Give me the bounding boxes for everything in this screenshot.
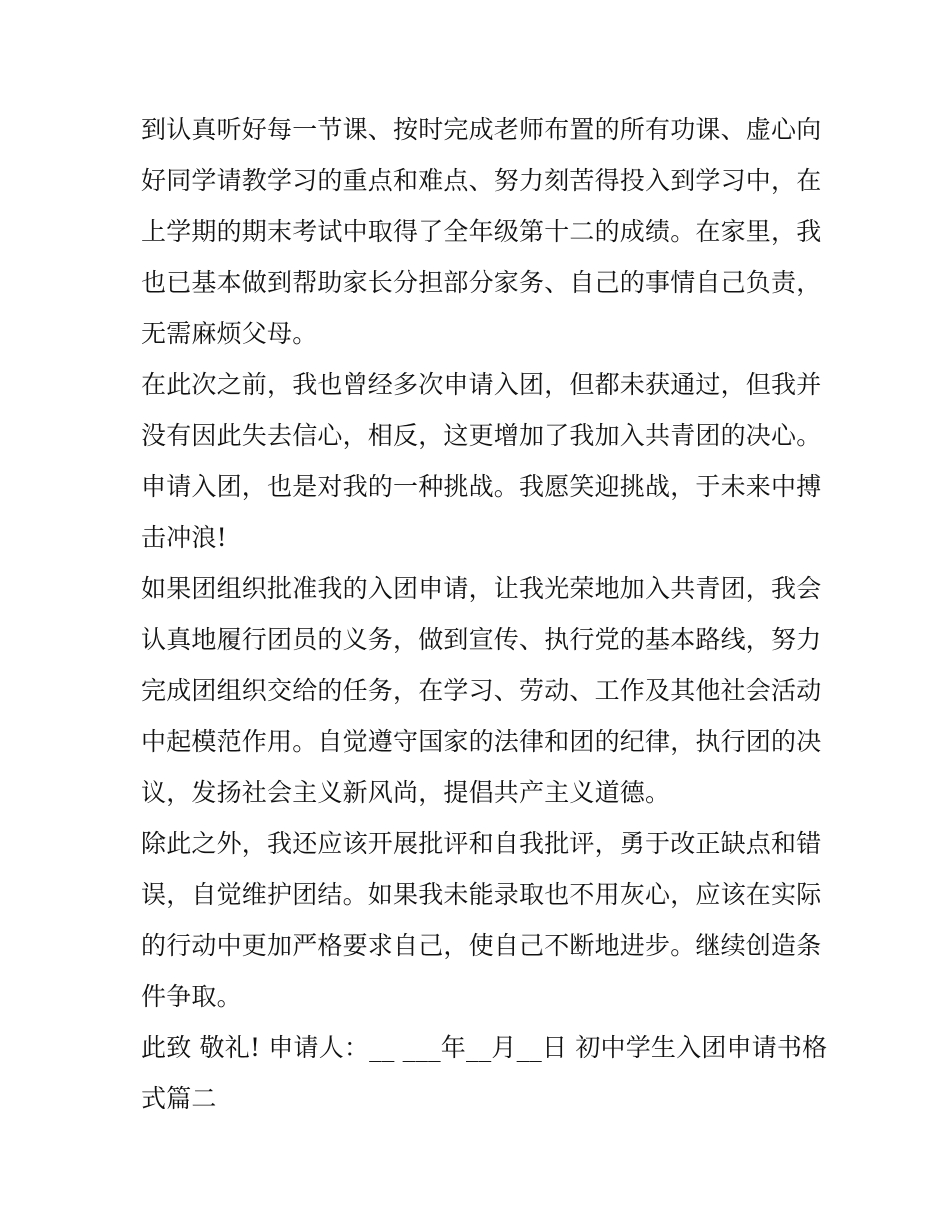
text-line: 除此之外，我还应该开展批评和自我批评，勇于改正缺点和错 <box>141 829 822 858</box>
text-line: 的行动中更加严格要求自己，使自己不断地进步。继续创造条 <box>141 931 822 960</box>
text-line: 如果团组织批准我的入团申请，让我光荣地加入共青团，我会 <box>141 574 822 603</box>
text-line: 式篇二 <box>141 1084 217 1113</box>
text-line: 议，发扬社会主义新风尚，提倡共产主义道德。 <box>141 778 671 807</box>
text-line: 没有因此失去信心，相反，这更增加了我加入共青团的决心。 <box>141 421 822 450</box>
text-line: 到认真听好每一节课、按时完成老师布置的所有功课、虚心向 <box>141 115 822 144</box>
text-line: 也已基本做到帮助家长分担部分家务、自己的事情自己负责， <box>141 268 822 297</box>
text-line: 申请入团，也是对我的一种挑战。我愿笑迎挑战，于未来中搏 <box>141 472 822 501</box>
text-line: 在此次之前，我也曾经多次申请入团，但都未获通过，但我并 <box>141 370 822 399</box>
text-line: 认真地履行团员的义务，做到宣传、执行党的基本路线，努力 <box>141 625 822 654</box>
text-line: 好同学请教学习的重点和难点、努力刻苦得投入到学习中，在 <box>141 166 822 195</box>
text-line: 件争取。 <box>141 982 242 1011</box>
text-line: 误，自觉维护团结。如果我未能录取也不用灰心，应该在实际 <box>141 880 822 909</box>
text-line: 无需麻烦父母。 <box>141 319 318 348</box>
text-line: 此致 敬礼! 申请人：__ ___年__月__日 初中学生入团申请书格 <box>141 1033 828 1062</box>
document-body <box>141 104 828 1124</box>
text-line: 完成团组织交给的任务，在学习、劳动、工作及其他社会活动 <box>141 676 822 705</box>
text-line: 中起模范作用。自觉遵守国家的法律和团的纪律，执行团的决 <box>141 727 822 756</box>
text-line: 击冲浪! <box>141 523 227 552</box>
text-line: 上学期的期末考试中取得了全年级第十二的成绩。在家里，我 <box>141 217 822 246</box>
